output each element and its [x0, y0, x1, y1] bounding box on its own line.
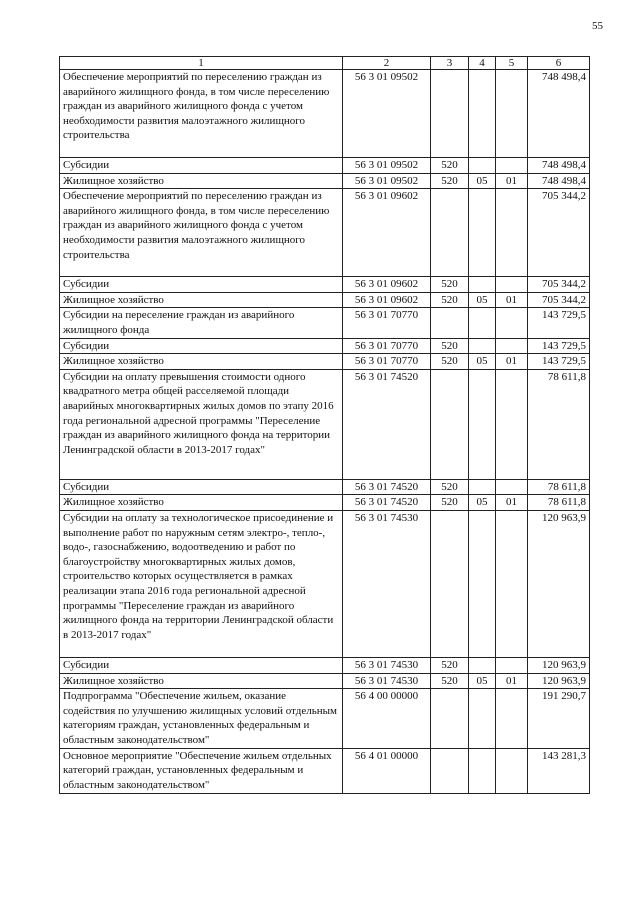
row-target-code: 56 3 01 09602: [343, 292, 431, 308]
row-target-code: 56 3 01 74520: [343, 369, 431, 479]
row-name: Субсидии: [60, 277, 343, 293]
row-section: [469, 369, 496, 479]
row-expense-type: [431, 189, 469, 277]
table-row: [60, 70, 590, 158]
row-subsection: 01: [496, 673, 528, 689]
row-expense-type: 520: [431, 277, 469, 293]
row-section: 05: [469, 495, 496, 511]
row-section: [469, 338, 496, 354]
row-expense-type: [431, 689, 469, 748]
row-amount: 78 611,8: [528, 479, 590, 495]
row-subsection: 01: [496, 354, 528, 370]
row-target-code: 56 4 01 00000: [343, 748, 431, 793]
row-target-code: 56 3 01 09502: [343, 158, 431, 174]
row-subsection: [496, 158, 528, 174]
row-name: Жилищное хозяйство: [60, 173, 343, 189]
row-subsection: [496, 510, 528, 657]
row-name: Субсидии на переселение граждан из аварийного жилищного фонда: [60, 308, 343, 338]
row-name: Жилищное хозяйство: [60, 495, 343, 511]
row-target-code: 56 3 01 74520: [343, 495, 431, 511]
row-name: Субсидии: [60, 479, 343, 495]
row-section: [469, 479, 496, 495]
row-target-code: 56 3 01 74530: [343, 673, 431, 689]
row-section: [469, 158, 496, 174]
row-name: Обеспечение мероприятий по переселению граждан из аварийного жилищного фонда, в том числе переселению граждан из аварийного жилищного фонда с учетом необходимости развития малоэтажного жилищного строительства: [60, 189, 343, 277]
row-amount: 143 729,5: [528, 308, 590, 338]
row-name: Субсидии на оплату превышения стоимости одного квадратного метра общей расселяемой площади аварийных многоквартирных жилых домов по этапу 2016 года региональной адресной программы "Переселение граждан из аварийного жилищного фонда на территории Ленинградской области в 2013-2017 годах": [60, 369, 343, 479]
row-expense-type: [431, 70, 469, 158]
col-header-6: 6: [528, 57, 590, 70]
row-section: 05: [469, 673, 496, 689]
row-subsection: [496, 748, 528, 793]
table-row: [60, 369, 590, 479]
row-amount: 705 344,2: [528, 292, 590, 308]
table-row: [60, 479, 590, 495]
row-section: [469, 277, 496, 293]
row-subsection: [496, 70, 528, 158]
row-expense-type: 520: [431, 173, 469, 189]
table-row: [60, 173, 590, 189]
row-expense-type: 520: [431, 338, 469, 354]
row-amount: 143 729,5: [528, 338, 590, 354]
table-row: [60, 689, 590, 748]
table-row: [60, 354, 590, 370]
row-target-code: 56 3 01 09602: [343, 277, 431, 293]
row-subsection: [496, 479, 528, 495]
col-header-3: 3: [431, 57, 469, 70]
row-subsection: [496, 338, 528, 354]
row-expense-type: [431, 510, 469, 657]
table-row: [60, 292, 590, 308]
table-row: [60, 338, 590, 354]
row-target-code: 56 4 00 00000: [343, 689, 431, 748]
row-expense-type: [431, 748, 469, 793]
row-name: Субсидии: [60, 158, 343, 174]
row-expense-type: 520: [431, 495, 469, 511]
row-name: Подпрограмма "Обеспечение жильем, оказание содействия по улучшению жилищных условий отдельным категориям граждан, установленных федеральным и областным законодательством": [60, 689, 343, 748]
row-name: Обеспечение мероприятий по переселению граждан из аварийного жилищного фонда, в том числе переселению граждан из аварийного жилищного фонда с учетом необходимости развития малоэтажного жилищного строительства: [60, 70, 343, 158]
table-row: [60, 277, 590, 293]
table-row: [60, 510, 590, 657]
row-target-code: 56 3 01 74530: [343, 510, 431, 657]
row-amount: 748 498,4: [528, 173, 590, 189]
row-section: 05: [469, 292, 496, 308]
row-section: [469, 70, 496, 158]
row-section: [469, 748, 496, 793]
row-target-code: 56 3 01 09602: [343, 189, 431, 277]
row-subsection: [496, 277, 528, 293]
row-name: Жилищное хозяйство: [60, 292, 343, 308]
row-subsection: [496, 369, 528, 479]
row-expense-type: 520: [431, 158, 469, 174]
row-target-code: 56 3 01 70770: [343, 338, 431, 354]
row-subsection: 01: [496, 495, 528, 511]
row-amount: 120 963,9: [528, 673, 590, 689]
row-amount: 705 344,2: [528, 189, 590, 277]
table-row: [60, 308, 590, 338]
table-row: [60, 657, 590, 673]
row-section: 05: [469, 173, 496, 189]
row-amount: 78 611,8: [528, 495, 590, 511]
row-section: [469, 189, 496, 277]
row-amount: 705 344,2: [528, 277, 590, 293]
table-row: [60, 673, 590, 689]
row-target-code: 56 3 01 74520: [343, 479, 431, 495]
row-name: Жилищное хозяйство: [60, 673, 343, 689]
row-section: [469, 657, 496, 673]
row-amount: 748 498,4: [528, 158, 590, 174]
row-subsection: [496, 189, 528, 277]
row-subsection: 01: [496, 292, 528, 308]
row-amount: 191 290,7: [528, 689, 590, 748]
column-number-row: [60, 57, 590, 70]
row-name: Субсидии: [60, 657, 343, 673]
row-amount: 143 729,5: [528, 354, 590, 370]
col-header-2: 2: [343, 57, 431, 70]
row-expense-type: 520: [431, 479, 469, 495]
col-header-1: 1: [60, 57, 343, 70]
row-section: 05: [469, 354, 496, 370]
row-name: Жилищное хозяйство: [60, 354, 343, 370]
row-section: [469, 510, 496, 657]
table-row: [60, 495, 590, 511]
row-name: Субсидии: [60, 338, 343, 354]
row-target-code: 56 3 01 74530: [343, 657, 431, 673]
row-amount: 120 963,9: [528, 510, 590, 657]
row-name: Субсидии на оплату за технологическое присоединение и выполнение работ по наружным сетям электро-, тепло-, водо-, газоснабжению, водоотведению и работ по благоустройству многоквартирных жилых домов, строительство которых осуществляется в рамках реализации этапа 2016 года региональной адресной программы "Переселение граждан из аварийного жилищного фонда на территории Ленинградской области в 2013-2017 годах": [60, 510, 343, 657]
row-expense-type: [431, 308, 469, 338]
row-target-code: 56 3 01 09502: [343, 173, 431, 189]
col-header-4: 4: [469, 57, 496, 70]
row-amount: 120 963,9: [528, 657, 590, 673]
row-expense-type: 520: [431, 354, 469, 370]
row-expense-type: 520: [431, 657, 469, 673]
page-number: 55: [592, 20, 603, 32]
row-target-code: 56 3 01 70770: [343, 308, 431, 338]
row-expense-type: 520: [431, 673, 469, 689]
row-subsection: [496, 308, 528, 338]
row-amount: 143 281,3: [528, 748, 590, 793]
row-section: [469, 689, 496, 748]
table-row: [60, 158, 590, 174]
budget-table-body: [60, 57, 590, 794]
row-subsection: [496, 657, 528, 673]
row-section: [469, 308, 496, 338]
row-subsection: 01: [496, 173, 528, 189]
table-row: [60, 748, 590, 793]
row-expense-type: [431, 369, 469, 479]
row-amount: 78 611,8: [528, 369, 590, 479]
budget-table: [59, 56, 590, 794]
row-name: Основное мероприятие "Обеспечение жильем отдельных категорий граждан, установленных федеральным и областным законодательством": [60, 748, 343, 793]
row-target-code: 56 3 01 70770: [343, 354, 431, 370]
row-subsection: [496, 689, 528, 748]
row-amount: 748 498,4: [528, 70, 590, 158]
row-expense-type: 520: [431, 292, 469, 308]
row-target-code: 56 3 01 09502: [343, 70, 431, 158]
col-header-5: 5: [496, 57, 528, 70]
table-row: [60, 189, 590, 277]
